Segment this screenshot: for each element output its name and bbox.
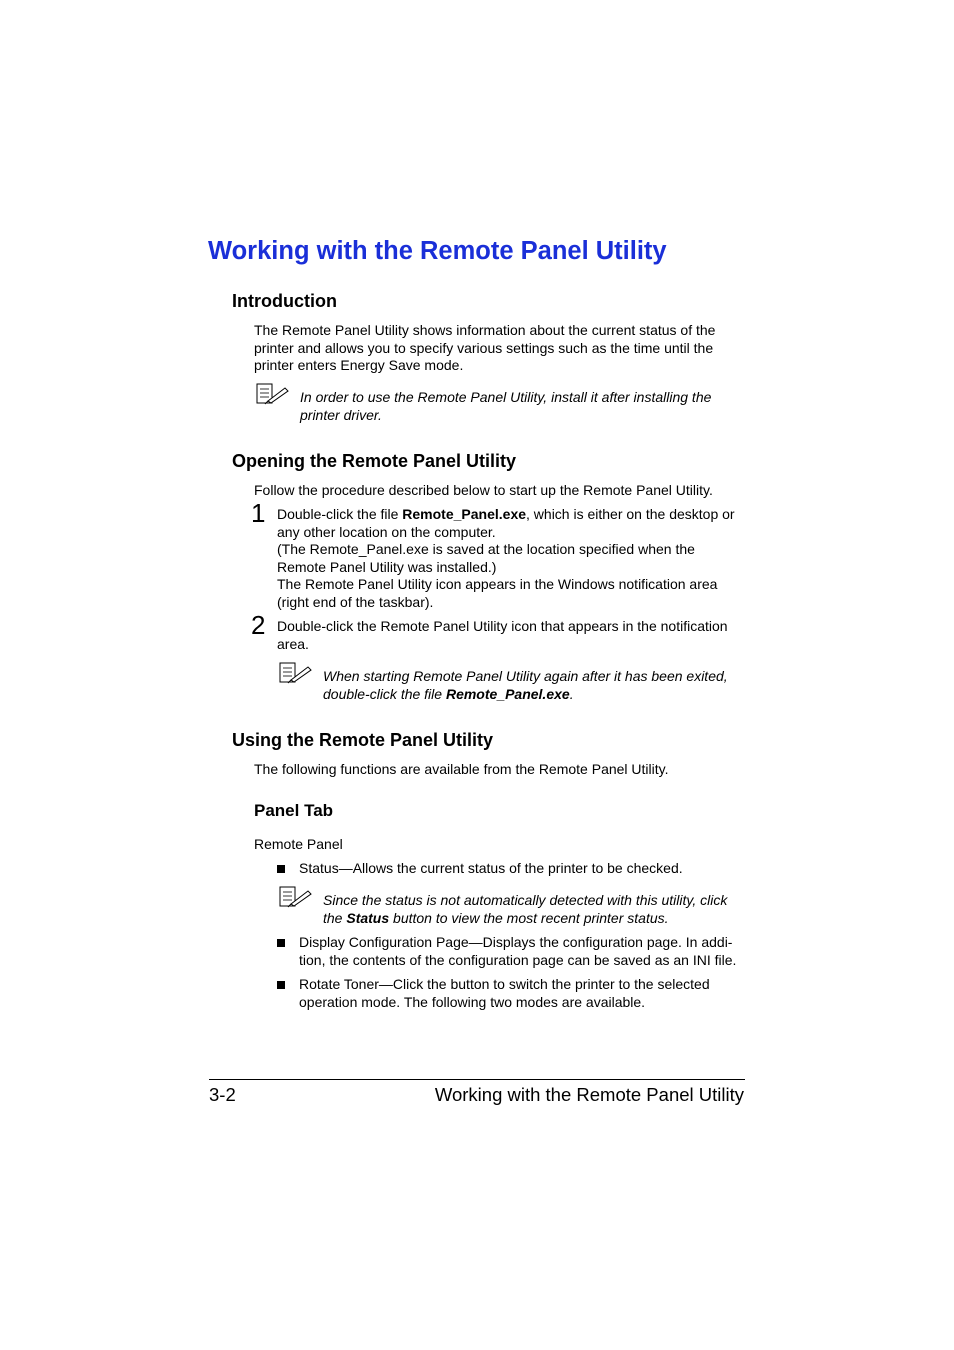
note-pencil-icon <box>279 662 313 684</box>
opening-note <box>323 668 747 703</box>
note-pencil-icon <box>256 383 290 405</box>
opening-note-pre: When starting Remote Panel Utility again after it has been exited, double-click the file <box>323 668 728 702</box>
bullet-square-icon <box>277 865 285 873</box>
step-1-line3: The Remote Panel Utility icon appears in the Windows notification area (right end of the taskbar). <box>277 576 718 610</box>
bullet-status: Status—Allows the current status of the printer to be checked. <box>299 860 683 876</box>
bullet-display-config: Display Configuration Page—Displays the configuration page. In addi-tion, the contents of the configuration page can be saved as an INI file. <box>299 934 737 968</box>
bullet-rotate-toner: Rotate Toner—Click the button to switch the printer to the selected operation mode. The following two modes are available. <box>299 976 710 1010</box>
page-title: Working with the Remote Panel Utility <box>208 237 667 265</box>
using-intro: The following functions are available from the Remote Panel Utility. <box>254 761 669 777</box>
step-1-line2: (The Remote_Panel.exe is saved at the location specified when the Remote Panel Utility was installed.) <box>277 541 695 575</box>
bullet-square-icon <box>277 981 285 989</box>
introduction-text: The Remote Panel Utility shows information about the current status of the printer and allows you to specify various settings such as the time until the printer enters Energy Save mode. <box>254 322 716 374</box>
introduction-heading: Introduction <box>232 291 337 311</box>
opening-note-post: . <box>569 685 574 702</box>
footer-rule <box>209 1079 745 1080</box>
step-2-text: Double-click the Remote Panel Utility icon that appears in the notification area. <box>277 618 728 652</box>
note-pencil-icon <box>279 886 313 908</box>
bullet-square-icon <box>277 939 285 947</box>
footer-page-number: 3-2 <box>209 1084 236 1105</box>
panel-tab-label: Remote Panel <box>254 836 343 852</box>
step-1-filename: Remote_Panel.exe <box>402 506 527 522</box>
status-note-bold: Status <box>346 909 390 926</box>
opening-intro: Follow the procedure described below to start up the Remote Panel Utility. <box>254 482 713 498</box>
footer-chapter: Working with the Remote Panel Utility <box>434 1084 744 1105</box>
panel-tab-heading: Panel Tab <box>254 801 334 820</box>
status-note <box>323 892 747 927</box>
opening-heading: Opening the Remote Panel Utility <box>232 451 517 471</box>
step-1-post: , which is either on the desktop or any other location on the computer. <box>277 506 735 540</box>
step-1-pre: Double-click the file <box>277 506 403 522</box>
status-note-pre: Since the status is not automatically detected with this utility, click the <box>323 892 728 926</box>
using-heading: Using the Remote Panel Utility <box>232 730 494 750</box>
step-2-number: 2 <box>251 610 266 640</box>
status-note-post: button to view the most recent printer status. <box>389 909 669 926</box>
introduction-note: In order to use the Remote Panel Utility, install it after installing the printer driver. <box>300 389 712 423</box>
opening-note-filename: Remote_Panel.exe <box>445 685 570 702</box>
step-1-text <box>277 506 747 612</box>
step-1-number: 1 <box>251 498 266 528</box>
